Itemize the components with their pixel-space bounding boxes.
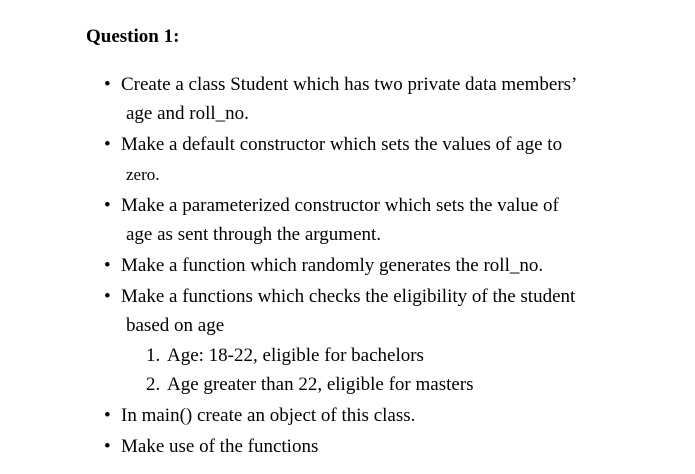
question-heading: Question 1: — [86, 26, 180, 47]
bullet-1-line-2: age and roll_no. — [126, 103, 249, 124]
sublist-item-2: Age greater than 22, eligible for masters — [167, 374, 474, 395]
sublist-item-1: Age: 18-22, eligible for bachelors — [167, 345, 424, 366]
bullet-marker — [104, 73, 116, 97]
bullet-4-line-1: Make a function which randomly generates the roll_no. — [121, 255, 544, 276]
bullet-6-line-1: In main() create an object of this class. — [121, 405, 416, 426]
bullet-5-line-2: based on age — [126, 315, 225, 336]
bullet-3-line-1: Make a parameterized constructor which sets the value of — [121, 195, 559, 216]
bullet-marker — [104, 285, 116, 309]
bullet-2-line-1: Make a default constructor which sets the values of age to — [121, 134, 563, 155]
bullet-marker — [104, 404, 116, 428]
bullet-5-line-1: Make a functions which checks the eligibility of the student — [121, 286, 576, 307]
bullet-marker — [104, 133, 116, 157]
sublist-number-1: 1. — [146, 345, 161, 366]
bullet-marker — [104, 254, 116, 278]
bullet-marker — [104, 435, 116, 459]
bullet-3-line-2: age as sent through the argument. — [126, 224, 382, 245]
bullet-2-line-2: zero. — [126, 165, 160, 184]
bullet-marker — [104, 194, 116, 218]
sublist-number-2: 2. — [146, 374, 161, 395]
bullet-1-line-1: Create a class Student which has two private data members’ — [121, 74, 578, 95]
bullet-7-line-1: Make use of the functions — [121, 436, 319, 457]
